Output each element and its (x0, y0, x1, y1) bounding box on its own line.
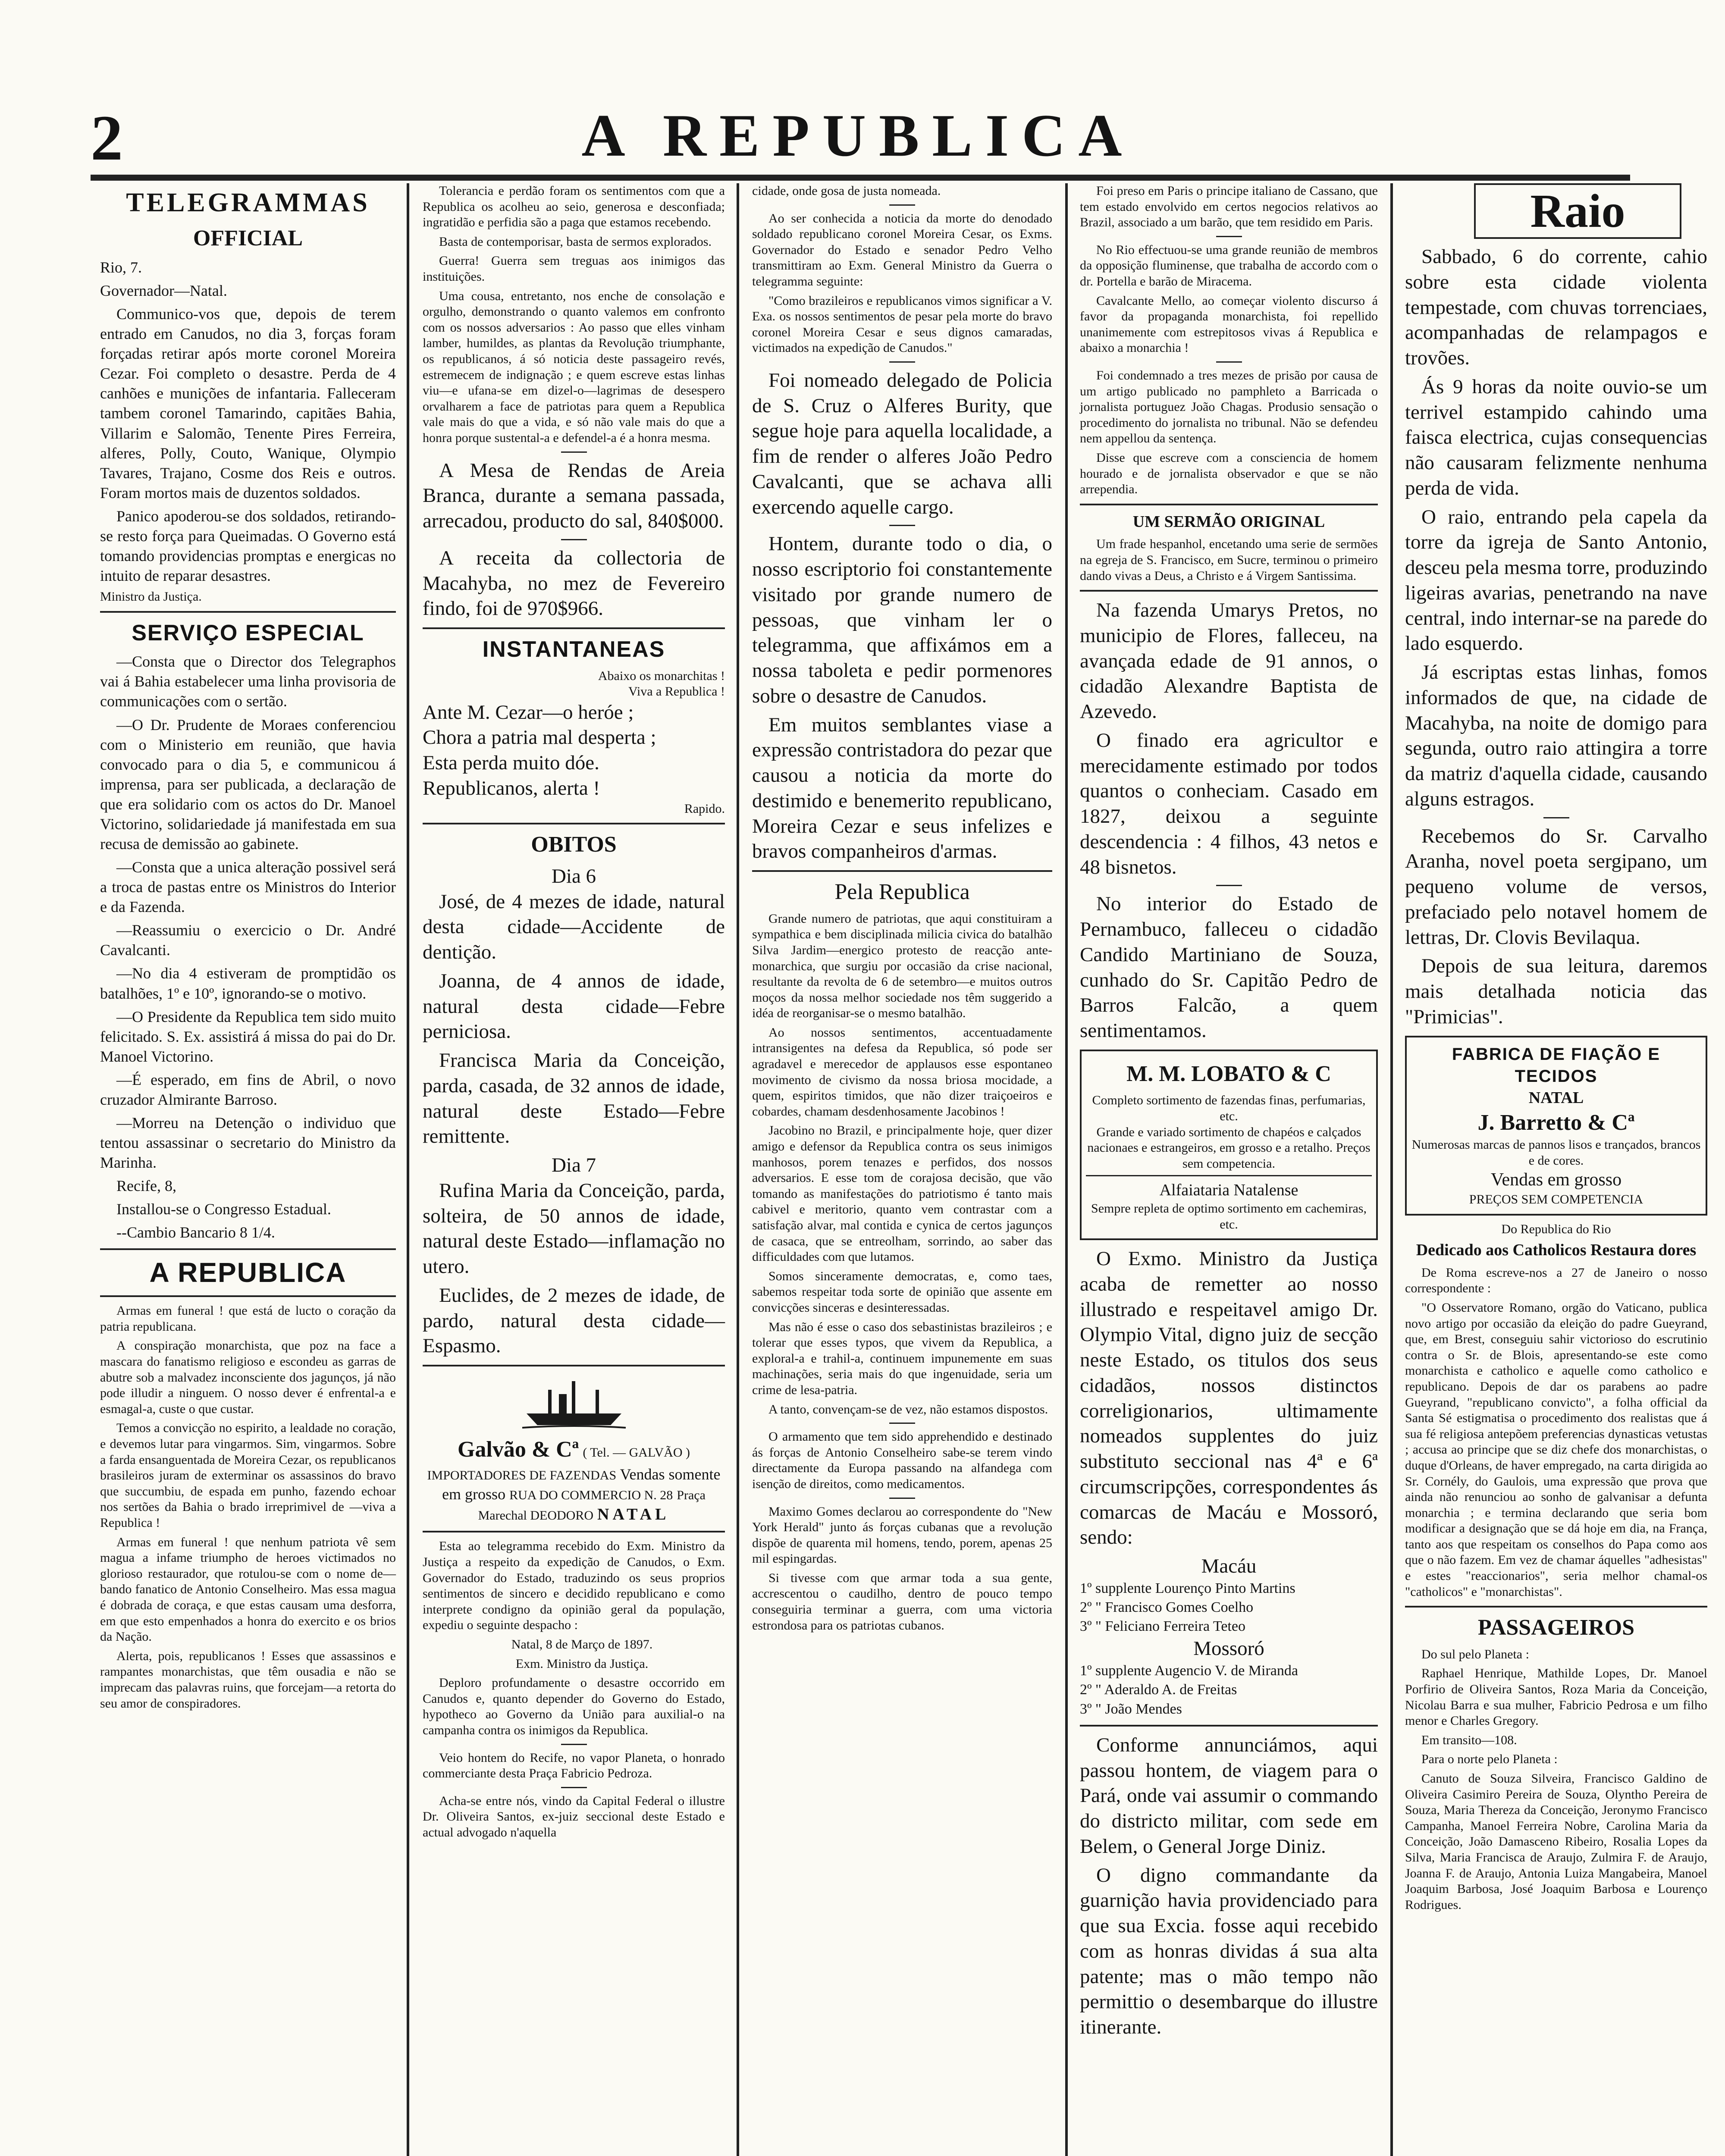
masthead-title: A REPUBLICA (581, 102, 1135, 169)
column-3 (743, 183, 1062, 2156)
ad-line: Sempre repleta de optimo sortimento em cachemiras, etc. (1091, 1201, 1367, 1232)
list-item: 2º " Francisco Gomes Coelho (1080, 1599, 1254, 1616)
list-item: 3º " Feliciano Ferreira Teteo (1080, 1618, 1245, 1635)
column-divider (1065, 183, 1068, 2156)
advertisement-fabrica (1405, 1036, 1707, 1216)
editorial-heading: A REPUBLICA (149, 1257, 347, 1288)
ad-line: RUA DO COMMERCIO N. 28 (509, 1488, 673, 1502)
paragraph: Hontem, durante todo o dia, o nosso escriptorio foi constantemente visitado por grande numero de pessoas, que vinham ler o telegramma, que affixámos em a nossa taboleta e pedir pormenores sobre o desastre de Canudos. (752, 533, 1052, 707)
section-heading-telegrammas: TELEGRAMMAS (126, 188, 370, 217)
ad-line: PREÇOS SEM COMPETENCIA (1469, 1192, 1643, 1206)
paragraph: Panico apoderou-se dos soldados, retirando-se resto força para Queimadas. O Governo está tomando providencias promptas e energicas no intuito de reparar desastres. (100, 507, 396, 585)
paragraph: Guerra! Guerra sem treguas aos inimigos das instituições. (423, 254, 725, 284)
epigraph (423, 668, 725, 700)
paragraph: --Cambio Bancario 8 1/4. (116, 1224, 275, 1241)
divider (1216, 361, 1242, 363)
section-heading-instantaneas: INSTANTANEAS (482, 637, 665, 662)
paragraph: Joanna, de 4 annos de idade, natural desta cidade—Febre perniciosa. (423, 969, 725, 1043)
divider (889, 525, 915, 526)
paragraph: Disse que escreve com a consciencia de homem hourado e de jornalista observador e que se não arrependia. (1080, 450, 1378, 497)
section-heading-passageiros: PASSAGEIROS (1477, 1615, 1635, 1640)
section-heading-dedicado: Dedicado aos Catholicos Restaura dores (1416, 1241, 1697, 1260)
section-heading-official: OFFICIAL (193, 226, 303, 251)
column-divider (1390, 183, 1393, 2156)
column-2 (413, 183, 734, 2156)
divider (423, 823, 725, 824)
paragraph: A conspiração monarchista, que poz na face a mascara do fanatismo religioso e escondeu as garras de abutre sob a malvadez inconsciente dos jagunços, já não pode illudir a ninguem. O nosso dever é enfrental-a e esmagal-a, custe o que custar. (100, 1338, 396, 1416)
list-item: 1º supplente Lourenço Pinto Martins (1080, 1580, 1295, 1596)
paragraph: Ás 9 horas da noite ouvio-se um terrivel estampido cahindo uma faisca electrica, cujas consequencias não causaram felizmente nenhuma perda de vida. (1405, 375, 1707, 499)
paragraph: Em muitos semblantes viase a expressão contristadora do pezar que causou a noticia da morte do destimido e benemerito republicano, Moreira Cezar e seus infelizes e bravos companheiros d'armas. (752, 713, 1052, 863)
advertisement-lobato (1080, 1050, 1378, 1240)
divider (561, 539, 587, 540)
paragraph: Somos sinceramente democratas, e, como taes, sabemos respeitar toda sorte de opinião que assente em convicções sinceras e desinteressadas. (752, 1269, 1052, 1315)
paragraph: —Reassumiu o exercicio o Dr. André Cavalcanti. (100, 921, 396, 959)
list-item: 3º " João Mendes (1080, 1701, 1182, 1717)
ad-title: FABRICA DE FIAÇÃO E TECIDOS (1452, 1044, 1661, 1086)
paragraph: Recebemos do Sr. Carvalho Aranha, novel poeta sergipano, um pequeno volume de versos, prefaciado pelo notavel homem de lettras, Dr. Clovis Bevilaqua. (1405, 824, 1707, 949)
column-divider (737, 183, 739, 2156)
ad-line: Numerosas marcas de pannos lisos e trançados, brancos e de cores. (1411, 1138, 1701, 1168)
subheading: Dia 7 (551, 1154, 596, 1177)
divider (889, 204, 915, 206)
divider (423, 627, 725, 629)
divider (889, 1423, 915, 1424)
paragraph: Sabbado, 6 do corrente, cahio sobre esta cidade violenta tempestade, com chuvas torrenciaes, acompanhadas de relampagos e trovões. (1405, 245, 1707, 369)
paragraph: Jacobino no Brazil, e principalmente hoje, quer dizer amigo e defensor da Republica contra os seus inimigos manhosos, porem tenazes e perfidos, dos nossos adversarios. E esse tom de corajosa decisão, que vão tomando as manifestações do patriotismo é tanto mais cabivel e meritorio, quanto vem contrastar com a satisfação alvar, mal contida e cynica de certos jagunços de casaca, que se entreolham, sorrindo, ao saber das difficuldades com que lutamos. (752, 1123, 1052, 1264)
divider (1080, 504, 1378, 505)
paragraph: —O Presidente da Republica tem sido muito felicitado. S. Ex. assistirá á missa do pai do Dr. Manoel Victorino. (100, 1008, 396, 1065)
subheading: Macáu (1201, 1555, 1257, 1578)
paragraph: "Como brazileiros e republicanos vimos significar a V. Exa. os nossos sentimentos de pesar pela morte do bravo coronel Moreira Cesar e seus dignos camaradas, victimados na expedição de Canudos." (752, 293, 1052, 355)
nominee-list (1080, 1661, 1378, 1719)
subheading: Mossoró (1193, 1637, 1264, 1660)
paragraph: De Roma escreve-nos a 27 de Janeiro o nosso correspondente : (1405, 1265, 1707, 1296)
poem-line: Esta perda muito dóe. (423, 752, 599, 774)
ad-line: Grande e variado sortimento de chapéos e calçados nacionaes e estrangeiros, em grosso e a retalho. Preços sem competencia. (1087, 1125, 1371, 1171)
paragraph: Depois de sua leitura, daremos mais detalhada noticia das "Primicias". (1405, 955, 1707, 1028)
list-item: 1º supplente Augencio V. de Miranda (1080, 1663, 1298, 1679)
paragraph: Foi condemnado a tres mezes de prisão por causa de um artigo publicado no pamphleto a Barricada o jornalista portuguez João Chagas. Produsio sensação o procedimento do jornalista no tribunal. Não se defendeu nem appellou da sentença. (1080, 368, 1378, 446)
source-line: Do Republica do Rio (1501, 1222, 1611, 1236)
advertisement-galvao (423, 1373, 725, 1525)
divider (1216, 885, 1242, 886)
ad-line: Vendas somente em grosso (442, 1465, 721, 1503)
epigraph-line: Viva a Republica ! (628, 684, 725, 699)
section-heading-pela-republica: Pela Republica (834, 880, 970, 905)
divider (1216, 236, 1242, 237)
dateline: Recife, 8, (116, 1177, 176, 1195)
nominee-list (1080, 1579, 1378, 1636)
list-item: 2º " Aderaldo A. de Freitas (1080, 1682, 1237, 1698)
paragraph: Deploro profundamente o desastre occorrido em Canudos e, quanto depender do Governo do Estado, hypotheco ao Governo da União para auxilial-o na campanha contra os inimigos da Republica. (423, 1676, 725, 1737)
paragraph: A receita da collectoria de Macahyba, no mez de Fevereiro findo, foi de 970$966. (423, 546, 725, 620)
paragraph: Mas não é esse o caso dos sebastinistas brazileiros ; e tolerar que esses typos, que vivem da Republica, a exploral-a e trahil-a, continuem impunemente em suas machinações, seria mais do que ingenuidade, seria um crime de lesa-patria. (752, 1319, 1052, 1397)
paragraph: Na fazenda Umarys Pretos, no municipio de Flores, falleceu, na avançada edade de 91 annos, o cidadão Alexandre Baptista de Azevedo. (1080, 599, 1378, 723)
paragraph: Foi preso em Paris o principe italiano de Cassano, que tem estado envolvido em certos negocios relativos ao Brazil, associado a um barão, que tem residido em Paris. (1080, 184, 1378, 230)
divider (423, 1365, 725, 1366)
paragraph: Si tivesse com que armar toda a sua gente, accrescentou o caudilho, dentro de pouco tempo conseguiria terminar a guerra, com uma victoria estrondosa para os patriotas cubanos. (752, 1570, 1052, 1633)
paragraph: Em transito—108. (1421, 1733, 1517, 1747)
paragraph: A tanto, convençam-se de vez, não estamos dispostos. (768, 1402, 1048, 1416)
paragraph: —É esperado, em fins de Abril, o novo cruzador Almirante Barroso. (100, 1071, 396, 1108)
divider (100, 1248, 396, 1250)
paragraph: Maximo Gomes declarou ao correspondente do "New York Herald" junto ás forças cubanas que a revolução dispõe de quarenta mil homens, tendo, porem, apenas 25 mil espingardas. (752, 1504, 1052, 1566)
subheading: Dia 6 (551, 865, 596, 887)
ad-line: NATAL (1528, 1088, 1584, 1107)
paragraph: —O Dr. Prudente de Moraes conferenciou com o Ministerio em reunião, que havia convocado para o dia 5, e communicou á imprensa, para ser publicada, a declaração de que era solidario com os actos do Dr. Manoel Victorino, solidariedade já manifestada em sua recusa de demissão ao gabinete. (100, 716, 396, 852)
paragraph: O digno commandante da guarnição havia providenciado para que sua Excia. fosse aqui recebido com as honras dividas á sua alta patente; mas o mão tempo não permittio o desembarque do illustre itinerante. (1080, 1864, 1378, 2039)
addressee: Governador—Natal. (100, 282, 227, 299)
page-number: 2 (91, 102, 123, 174)
epigraph-line: Abaixo os monarchitas ! (598, 668, 725, 683)
divider (889, 1498, 915, 1499)
page-header (91, 102, 1630, 175)
paragraph: Acha-se entre nós, vindo da Capital Federal o illustre Dr. Oliveira Santos, ex-juiz seccional deste Estado e actual advogado n'aquella (423, 1793, 725, 1839)
column-5 (1396, 183, 1717, 2156)
section-heading-raio: Raio (1474, 183, 1681, 239)
poem (423, 700, 725, 801)
divider (1405, 1606, 1707, 1608)
paragraph: Communico-vos que, depois de terem entrado em Canudos, no dia 3, forças foram forçadas retirar após morte coronel Moreira Cezar. Foi completo o desastre. Perda de 4 canhões e munições de infantaria. Falleceram tambem coronel Tamarindo, capitães Bahia, Villarim e Salomão, Tenente Pires Ferreira, alferes, Polly, Couto, Wanique, Olympio Tavares, Trajano, Cosme dos Reis e outros. Foram mortos mais de duzentos soldados. (100, 305, 396, 501)
divider (561, 1744, 587, 1745)
paragraph: Temos a convicção no espirito, a lealdade no coração, e devemos lutar para vingarmos. Sim, vingarmos. Sobre a farda ensanguentada de Moreira Cezar, os republicanos brasileiros juram de exterminar os assassinos do bravo que succumbiu, de espada em punho, fazendo echoar nos sertões da Bahia o brado irreprimivel de —viva a Republica ! (100, 1421, 396, 1530)
paragraph: Ao ser conhecida a noticia da morte do denodado soldado republicano coronel Moreira Cesar, os Exms. Governador do Estado e senador Pedro Velho transmittiram ao Exm. General Ministro da Guerra o telegramma seguinte: (752, 211, 1052, 288)
paragraph: Canuto de Souza Silveira, Francisco Galdino de Oliveira Casimiro Pereira de Souza, Olyntho Pereira de Souza, Maria Thereza da Conceição, Jeronymo Francisco Campanha, Manoel Ferreira Nobre, Carolina Maria da Conceição, João Damasceno Ribeiro, Rosalia Lopes da Silva, Maria Francisca de Araujo, Zulmira F. de Araujo, Joanna F. de Araujo, Antonia Luiza Mangabeira, Manoel Joaquim Barbosa, José Joaquim Barbosa e Lourenço Rodrigues. (1405, 1771, 1707, 1912)
poem-line: Chora a patria mal desperta ; (423, 726, 656, 749)
ad-subtitle: J. Barretto & Cª (1477, 1110, 1635, 1135)
paragraph: Cavalcante Mello, ao começar violento discurso á favor da propaganda monarchista, foi repellido unanimemente com estrepitosos vivas á Republica e abaixo a monarchia ! (1080, 293, 1378, 355)
paragraph: "O Osservatore Romano, orgão do Vaticano, publica novo artigo por occasião da eleição do padre Gueyrand, que, em Brest, conseguiu sahir victorioso do escrutinio contra o Sr. de Blois, apresentando-se este como monarchista e catholico e aquelle como catholico e republicano. Depois de dar os parabens ao padre Gueyrand, "republicano convicto", a folha official da Santa Sé estigmatisa o procedimento dos realistas que á sua fé religiosa antepõem preferencias dynasticas vetustas ; accusa ao principe que se diz chefe dos monarchistas, o duque d'Orleans, de haver empregado, na carta dirigida ao Sr. Cornély, do Gaulois, uma expressão que prova que ainda não renunciou ao sonho de galvanisar a defunta monarchia ; e termina declarando que seria bom modificar a designação que se dá hoje em dia, na França, tanto aos que respeitam os conselhos do Papa como aos que o não fazem. Em vez de chamar áquelles "adhesistas" e estes "reaccionarios", seria melhor chamal-os "catholicos" e "monarchistas". (1405, 1300, 1707, 1599)
paragraph: Ao nossos sentimentos, accentuadamente intransigentes na defesa da Republica, só pode ser agradavel e merecedor de applausos esse espontaneo movimento de civismo da nossa briosa mocidade, a quem, espiritos timidos, que não dizer traiçoeiros e cobardes, chamam desdenhosamente Jacobinos ! (752, 1025, 1052, 1119)
poem-signature: Rapido. (684, 801, 725, 816)
paragraph: cidade, onde gosa de justa nomeada. (752, 184, 941, 198)
paragraph: Uma cousa, entretanto, nos enche de consolação e orgulho, demonstrando o quanto valemos em confronto com os nossos adversarios : Ao passo que elles vinham lamber, humildes, as plantas da Revolução triumphante, os republicanos, á só noticia deste passageiro revés, estremecem de indignação ; e quem escreve estas linhas viu—e ufana-se em dizel-o—lagrimas de desespero orvalharem a face de patriotas para quem a Republica vale mais do que a vida, e só não vale mais do que a honra porque sustental-a e defendel-a é a honra mesma. (423, 288, 725, 445)
paragraph: Installou-se o Congresso Estadual. (116, 1200, 331, 1218)
ad-rule (1086, 1175, 1372, 1176)
divider (752, 870, 1052, 872)
paragraph: O raio, entrando pela capela da torre da igreja de Santo Antonio, desceu pela mesma torre, produzindo ligeiras avarias, penetrando na nave central, indo internar-se na parede do lado esquerdo. (1405, 505, 1707, 655)
divider (423, 1531, 725, 1532)
paragraph: —Consta que o Director dos Telegraphos vai á Bahia estabelecer uma linha provisoria de communicações com o sertão. (100, 653, 396, 710)
paragraph: Do sul pelo Planeta : (1421, 1647, 1529, 1661)
header-rule (91, 175, 1630, 181)
paragraph: Tolerancia e perdão foram os sentimentos com que a Republica os acolheu ao seio, generosa e desconfiada; ingratidão e perfidia são a paga que estamos recebendo. (423, 184, 725, 230)
poem-line: Republicanos, alerta ! (423, 777, 600, 799)
section-heading-sermao: UM SERMÃO ORIGINAL (1132, 512, 1325, 531)
paragraph: José, de 4 mezes de idade, natural desta cidade—Accidente de dentição. (423, 890, 725, 964)
paragraph: No Rio effectuou-se uma grande reunião de membros da opposição fluminense, que trabalha de accordo com o dr. Portella e barão de Miracema. (1080, 242, 1378, 288)
column-divider (407, 183, 409, 2156)
paragraph: —No dia 4 estiveram de promptidão os batalhões, 1º e 10º, ignorando-se o motivo. (100, 965, 396, 1002)
paragraph: —Morreu na Detenção o individuo que tentou assassinar o secretario do Ministro da Marinha. (100, 1114, 396, 1172)
paragraph: Basta de contemporisar, basta de sermos explorados. (439, 234, 712, 249)
paragraph: Rufina Maria da Conceição, parda, solteira, de 50 annos de idade, natural deste Estado—inflamação no utero. (423, 1179, 725, 1278)
section-heading-servico: SERVIÇO ESPECIAL (132, 620, 364, 646)
paragraph: A Mesa de Rendas de Areia Branca, durante a semana passada, arrecadou, producto do sal, 840$000. (423, 459, 725, 532)
ad-title: Galvão & Cª (457, 1437, 579, 1462)
ad-line: Completo sortimento de fazendas finas, perfumarias, etc. (1092, 1093, 1366, 1123)
paragraph: Grande numero de patriotas, que aqui constituiram a sympathica e bem disciplinada milicia civica do batalhão Silva Jardim—energico protesto de reacção ante-monarchica, que surgiu por occasião da crise nacional, resultante da revolta de 6 de setembro—e muitos outros moços da nossa melhor sociedade nos têm suggerido a idéa de reorganisar-se o mesmo batalhão. (752, 911, 1052, 1021)
divider (561, 451, 587, 453)
paragraph: —Consta que a unica alteração possivel será a troca de pastas entre os Ministros do Interior e da Fazenda. (100, 859, 396, 916)
ad-subtitle: Alfaiataria Natalense (1159, 1181, 1298, 1200)
column-4 (1070, 183, 1387, 2156)
column-1 (91, 183, 405, 2156)
ad-line: ( Tel. — GALVÃO ) (583, 1445, 690, 1460)
section-heading-obitos: OBITOS (531, 832, 617, 857)
ad-line: IMPORTADORES DE FAZENDAS (427, 1468, 617, 1482)
paragraph: Euclides, de 2 mezes de idade, de pardo, natural desta cidade—Espasmo. (423, 1284, 725, 1357)
paragraph: Esta ao telegramma recebido do Exm. Ministro da Justiça a respeito da expedição de Canudos, o Exm. Governador do Estado, traduzindo os seus proprios sentimentos de sincero e decidido republicano e como interprete condigno da opinião geral da população, expediu o seguinte despacho : (423, 1539, 725, 1633)
paragraph: Francisca Maria da Conceição, parda, casada, de 32 annos de idade, natural deste Estado—Febre remittente. (423, 1049, 725, 1148)
paragraph: Armas em funeral ! que nenhum patriota vê sem magua a infame triumpho de heroes victimados no glorioso restaurador, que rotulou-se com o nome de—bando fanatico de Antonio Conselheiro. Mas essa magua é dobrada de coraça, e que estas causam uma desforra, em que esto empenhados a honra do exercito e os brios da Nação. (100, 1535, 396, 1644)
paragraph: O finado era agricultor e merecidamente estimado por todos quantos o conheciam. Casado em 1827, deixou a seguinte descendencia : 4 filhos, 43 netos e 48 bisnetos. (1080, 729, 1378, 878)
paragraph: Um frade hespanhol, encetando uma serie de sermões na egreja de S. Francisco, em Sucre, terminou o primeiro dando vivas a Deus, a Christo e á Virgem Santissima. (1080, 537, 1378, 583)
ad-line: NATAL (597, 1505, 670, 1523)
divider (1080, 1725, 1378, 1727)
addressee: Exm. Ministro da Justiça. (515, 1656, 649, 1671)
divider (100, 1295, 396, 1297)
paragraph: Raphael Henrique, Mathilde Lopes, Dr. Manoel Porfirio de Oliveira Santos, Roza Maria da Conceição, Nicolau Barra e sua mulher, Fabricio Pedrosa e um filho menor e Charles Gregory. (1405, 1666, 1707, 1728)
paragraph: Armas em funeral ! que está de lucto o coração da patria republicana. (100, 1304, 396, 1334)
steamship-icon (518, 1373, 630, 1433)
paragraph: Alerta, pois, republicanos ! Esses que assassinos e rampantes monarchistas, que têm ousadia e não se imprecam das palavras ruins, que forcejam—a retorta do seu amor de conspiradores. (100, 1648, 396, 1711)
poem-line: Ante M. Cezar—o heróe ; (423, 701, 634, 724)
divider (100, 611, 396, 613)
ad-title: M. M. LOBATO & C (1126, 1061, 1331, 1086)
ad-line: Praça Marechal DEODORO (478, 1488, 706, 1523)
paragraph: Foi nomeado delegado de Policia de S. Cruz o Alferes Burity, que segue hoje para aquella localidade, a fim de render o alferes João Pedro Cavalcanti, que se achava alli exercendo aquelle cargo. (752, 369, 1052, 518)
paragraph: O armamento que tem sido apprehendido e destinado ás forças de Antonio Conselheiro sabe-se terem vindo directamente da Europa passando na alfandega com isenção de direitos, como medicamentos. (752, 1429, 1052, 1491)
paragraph: O Exmo. Ministro da Justiça acaba de remetter ao nosso illustrado e respeitavel amigo Dr. Olympio Vital, digno juiz de secção neste Estado, os titulos dos seus cidadãos, nossos distinctos correligionarios, ultimamente nomeados supplentes do juiz substituto seccional nas 4ª e 6ª circumscripções, correspondentes ás comarcas de Macáu e Mossoró, sendo: (1080, 1247, 1378, 1549)
dateline: Natal, 8 de Março de 1897. (511, 1637, 653, 1652)
signature: Ministro da Justiça. (100, 589, 202, 604)
divider (1543, 817, 1569, 818)
paragraph: Para o norte pelo Planeta : (1421, 1752, 1558, 1767)
paragraph: Veio hontem do Recife, no vapor Planeta, o honrado commerciante desta Praça Fabricio Pedroza. (423, 1750, 725, 1781)
divider (1080, 590, 1378, 592)
ad-line: Vendas em grosso (1490, 1170, 1622, 1190)
paragraph: No interior do Estado de Pernambuco, falleceu o cidadão Candido Martiniano de Souza, cunhado do Sr. Capitão Pedro de Barros Falcão, a quem sentimentamos. (1080, 893, 1378, 1042)
dateline: Rio, 7. (100, 258, 142, 276)
divider (561, 1787, 587, 1788)
divider (889, 361, 915, 363)
paragraph: Conforme annunciámos, aqui passou hontem, de viagem para o Pará, onde vai assumir o commando do districto militar, com sede em Belem, o General Jorge Diniz. (1080, 1733, 1378, 1858)
paragraph: Já escriptas estas linhas, fomos informados de que, na cidade de Macahyba, na noite de domigo para segunda, outro raio attingira a torre da matriz d'aquella cidade, causando alguns estragos. (1405, 661, 1707, 810)
